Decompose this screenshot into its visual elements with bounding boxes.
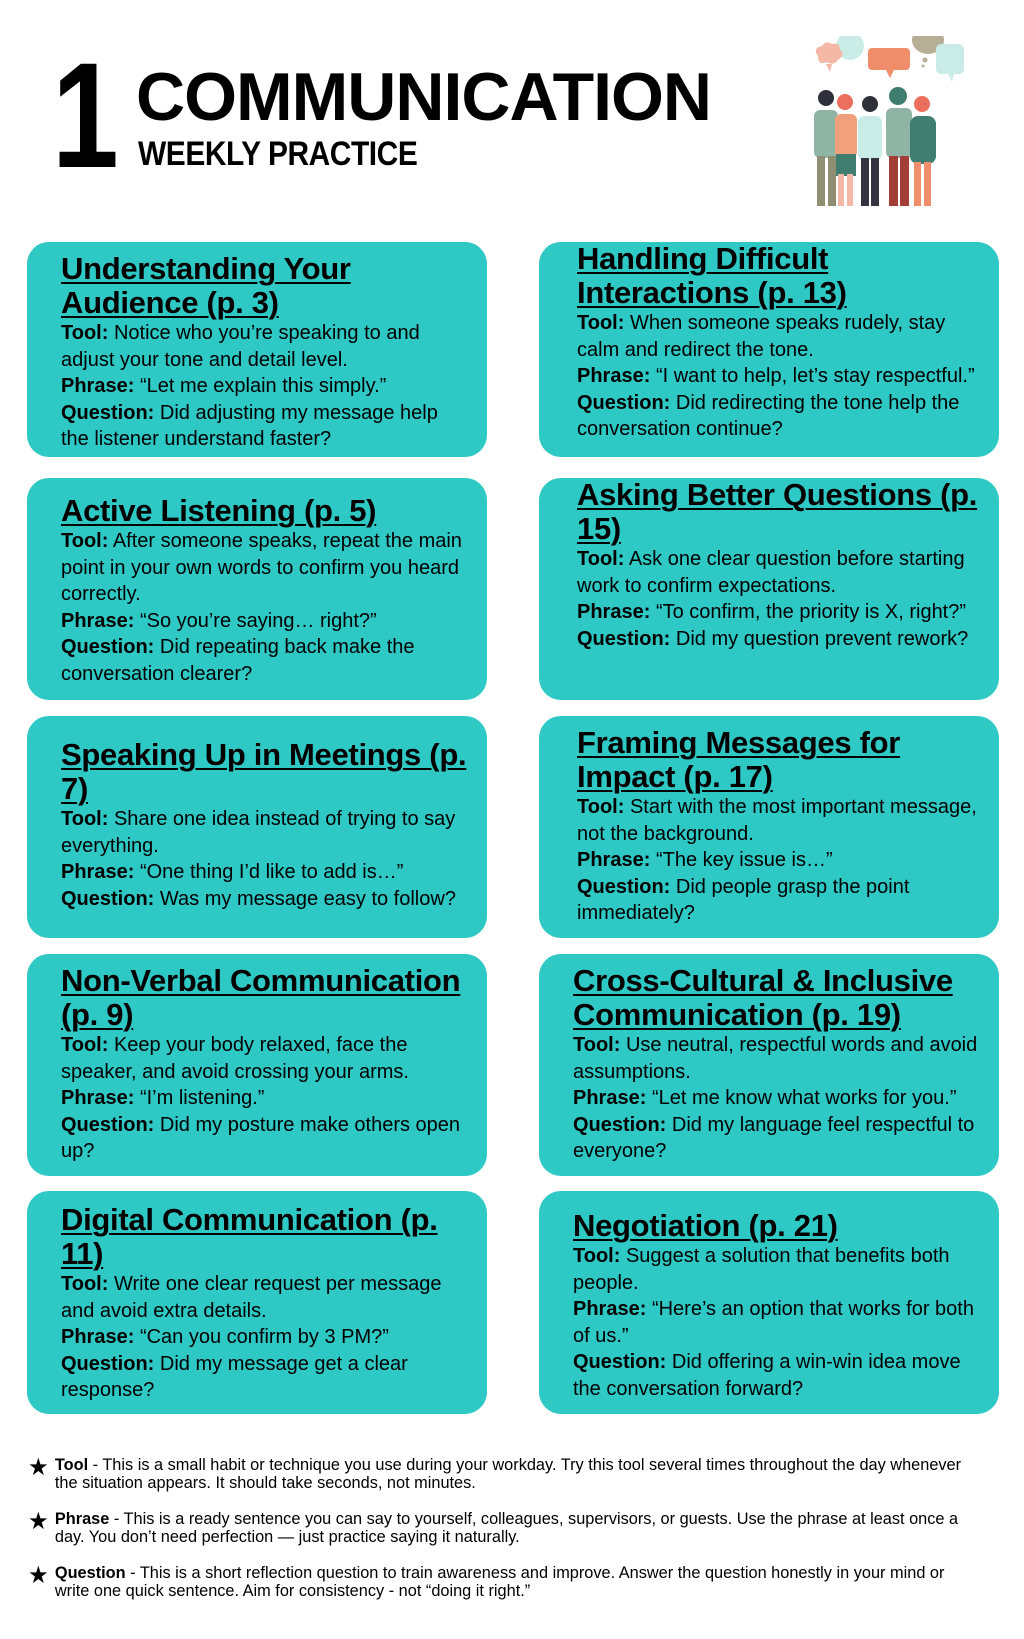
card-question: Question: Did offering a win-win idea move the conversation forward? (573, 1351, 961, 1400)
card-question: Question: Did my message get a clear response? (61, 1352, 408, 1401)
card-phrase: Phrase: “Let me know what works for you.” (573, 1087, 957, 1109)
practice-card (539, 478, 999, 700)
star-icon: ★ (28, 1508, 49, 1535)
practice-card (27, 954, 487, 1176)
star-icon: ★ (28, 1562, 49, 1589)
card-question: Question: Did redirecting the tone help the conversation continue? (577, 391, 960, 440)
card-phrase: Phrase: “Let me explain this simply.” (61, 375, 387, 397)
legend-tool: ★ Tool - This is a small habit or technique you use during your workday. Try this tool several times throughout the day whenever the situation appears. It should take seconds, not minutes. (28, 1454, 962, 1492)
page-title: COMMUNICATION (136, 59, 711, 135)
practice-card (27, 242, 487, 457)
card-phrase: Phrase: “The key issue is…” (577, 849, 833, 871)
card-title: Asking Better Questions (p. 15) (577, 478, 978, 546)
practice-card (27, 478, 487, 700)
card-phrase: Phrase: “Here’s an option that works for both of us.” (573, 1298, 974, 1347)
card-phrase: Phrase: “To confirm, the priority is X, right?” (577, 601, 967, 623)
module-number: 1 (52, 31, 114, 199)
page-header (0, 0, 1024, 230)
card-title: Negotiation (p. 21) (573, 1208, 838, 1243)
card-title: Cross-Cultural & Inclusive Communication (p. 19) (573, 963, 953, 1032)
card-phrase: Phrase: “I want to help, let’s stay respectful.” (577, 365, 975, 387)
card-question: Question: Did my language feel respectful to everyone? (573, 1113, 975, 1162)
card-question: Question: Was my message easy to follow? (61, 887, 456, 910)
card-question: Question: Did adjusting my message help the listener understand faster? (61, 401, 438, 450)
legend-question: ★ Question - This is a short reflection question to train awareness and improve. Answer the question honestly in your mind or write one quick sentence. Aim for consistency - not “doing it right.” (28, 1562, 945, 1600)
card-tool: Tool: When someone speaks rudely, stay calm and redirect the tone. (577, 312, 946, 361)
group-conversation-illustration-icon (808, 36, 978, 206)
card-tool: Tool: Notice who you’re speaking to and adjust your tone and detail level. (61, 322, 420, 371)
practice-card (27, 716, 487, 938)
practice-card (539, 1191, 999, 1414)
page-subtitle: WEEKLY PRACTICE (138, 135, 418, 173)
card-title: Handling Difficult Interactions (p. 13) (577, 242, 847, 310)
practice-card (539, 954, 999, 1176)
card-question: Question: Did repeating back make the conversation clearer? (61, 636, 415, 685)
card-tool: Tool: Use neutral, respectful words and avoid assumptions. (573, 1034, 978, 1083)
card-title: Digital Communication (p. 11) (61, 1202, 438, 1271)
card-tool: Tool: Write one clear request per message and avoid extra details. (61, 1273, 442, 1322)
card-question: Question: Did my posture make others open up? (61, 1113, 461, 1162)
card-phrase: Phrase: “Can you confirm by 3 PM?” (61, 1326, 389, 1348)
card-tool: Tool: Share one idea instead of trying to say everything. (61, 808, 456, 857)
card-title: Non-Verbal Communication (p. 9) (61, 963, 461, 1032)
card-tool: Tool: After someone speaks, repeat the main point in your own words to confirm you heard correctly. (61, 530, 462, 605)
card-phrase: Phrase: “I’m listening.” (61, 1087, 265, 1109)
card-tool: Tool: Ask one clear question before starting work to confirm expectations. (577, 548, 965, 597)
card-title: Framing Messages for Impact (p. 17) (577, 725, 901, 794)
card-phrase: Phrase: “So you’re saying… right?” (61, 609, 377, 632)
practice-card (27, 1191, 487, 1414)
card-tool: Tool: Suggest a solution that benefits both people. (573, 1245, 950, 1294)
practice-card (539, 242, 999, 457)
practice-card (539, 716, 999, 938)
card-title: Speaking Up in Meetings (p. 7) (61, 737, 467, 806)
card-question: Question: Did my question prevent rework? (577, 627, 969, 650)
card-phrase: Phrase: “One thing I’d like to add is…” (61, 861, 404, 883)
card-title: Understanding Your Audience (p. 3) (61, 251, 351, 320)
star-icon: ★ (28, 1454, 49, 1481)
card-tool: Tool: Start with the most important message, not the background. (577, 796, 977, 845)
card-question: Question: Did people grasp the point immediately? (577, 875, 910, 924)
legend-phrase: ★ Phrase - This is a ready sentence you can say to yourself, colleagues, supervisors, or guests. Use the phrase at least once a day. You don’t need perfection — just practice saying it naturally. (28, 1508, 959, 1546)
card-title: Active Listening (p. 5) (61, 493, 377, 528)
card-tool: Tool: Keep your body relaxed, face the speaker, and avoid crossing your arms. (61, 1034, 409, 1083)
